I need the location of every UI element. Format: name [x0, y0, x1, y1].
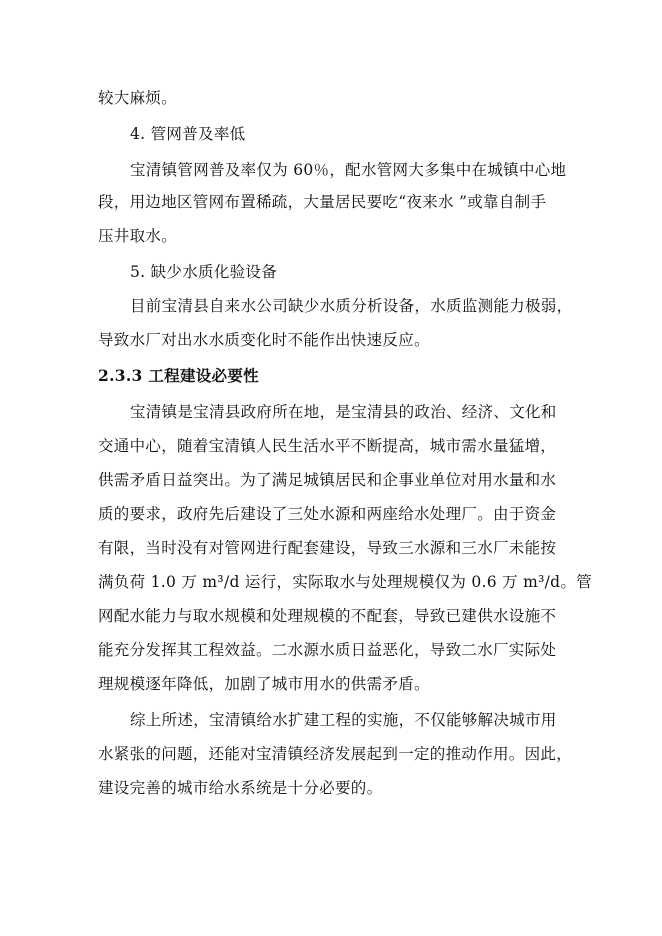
paragraph-line: 理规模逐年降低，加剧了城市用水的供需矛盾。 — [98, 675, 430, 693]
paragraph-line: 质的要求，政府先后建设了三处水源和两座给水处理厂。由于资金 — [98, 505, 557, 523]
paragraph-line: 综上所述，宝清镇给水扩建工程的实施，不仅能够解决城市用 — [130, 711, 557, 729]
paragraph-line: 交通中心，随着宝清镇人民生活水平不断提高，城市需水量猛增， — [98, 437, 557, 455]
paragraph-line: 段，用边地区管网布置稀疏，大量居民要吃“夜来水 ”或靠自制手 — [98, 193, 547, 211]
paragraph-line: 导致水厂对出水水质变化时不能作出快速反应。 — [98, 331, 430, 349]
paragraph-line: 能充分发挥其工程效益。二水源水质日益恶化，导致二水厂实际处 — [98, 641, 557, 659]
paragraph-line: 较大麻烦。 — [98, 89, 178, 107]
paragraph-line: 供需矛盾日益突出。为了满足城镇居民和企事业单位对用水量和水 — [98, 471, 557, 489]
paragraph-line: 满负荷 1.0 万 m³/d 运行，实际取水与处理规模仅为 0.6 万 m³/d。管 — [98, 573, 593, 591]
paragraph-line: 有限，当时没有对管网进行配套建设，导致三水源和三水厂未能按 — [98, 539, 557, 557]
paragraph-line: 宝清镇管网普及率仅为 60％，配水管网大多集中在城镇中心地 — [130, 161, 567, 179]
list-heading-5: 5. 缺少水质化验设备 — [130, 263, 278, 281]
paragraph-line: 目前宝清县自来水公司缺少水质分析设备，水质监测能力极弱， — [130, 297, 573, 315]
paragraph-line: 建设完善的城市给水系统是十分必要的。 — [98, 779, 383, 797]
paragraph-line: 网配水能力与取水规模和处理规模的不配套，导致已建供水设施不 — [98, 607, 557, 625]
section-heading: 2.3.3 工程建设必要性 — [98, 366, 259, 385]
paragraph-line: 宝清镇是宝清县政府所在地，是宝清县的政治、经济、文化和 — [130, 403, 557, 421]
paragraph-line: 水紧张的问题，还能对宝清镇经济发展起到一定的推动作用。因此， — [98, 745, 573, 763]
list-heading-4: 4. 管网普及率低 — [130, 125, 246, 143]
paragraph-line: 压井取水。 — [98, 227, 178, 245]
